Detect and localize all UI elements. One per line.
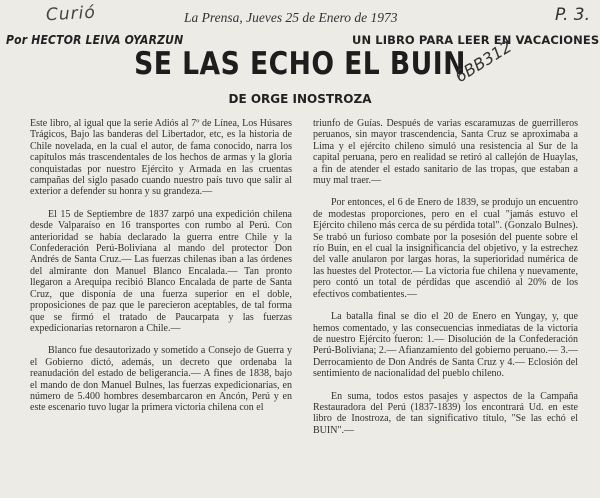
- right-paragraph-2: Por entonces, el 6 de Enero de 1839, se produjo un encuentro de modestas proporciones, pero en el cual "jamás estuvo el Ejército chileno más cerca de su pérdida total". (Gonzalo Bulnes). Se trabó un furioso combate por la posesión del puente sobre el río Buin, en el cual la insignificancia del objetivo, y la estrechez del valle anularon por largas horas, la superioridad numérica de las huestes del Protector.— La victoria fue chilena y nuevamente, pero contó un total de pérdidas que ascendió al 20% de los efectivos combatientes.—: [313, 197, 578, 300]
- headline: SE LAS ECHO EL BUIN: [134, 46, 466, 82]
- left-paragraph-1: Este libro, al igual que la serie Adiós al 7º de Línea, Los Húsares Trágicos, Bajo las banderas del Libertador, etc, es la historia de Chile novelada, en la cual el autor, de fama conocido, narra los capítulos más trascendentales de los hechos de armas y la gloria conquistadas por nuestro Ejército y Armada en las cruentas campañas del siglo pasado cuando nuestro país tuvo que salir al exterior a defender su honra y su grandeza.—: [30, 118, 292, 198]
- right-paragraph-4: En suma, todos estos pasajes y aspectos de la Campaña Restauradora del Perú (1837-1839) los encontrará Ud. en este libro de Inostroza, de tan significativo título, "Se las echó el BUIN".—: [313, 390, 578, 436]
- right-column: [313, 118, 578, 498]
- source-line: La Prensa, Jueves 25 de Enero de 1973: [184, 10, 398, 25]
- right-paragraph-1: triunfo de Guías. Después de varias escaramuzas de guerrilleros peruanos, sin mayor trascendencia, Santa Cruz se aproximaba a Lima y el ejército chileno simuló una resistencia al Sur de la capital peruana, pero en realidad se retiró al callejón de Huaylas, a fin de atender el estado sanitario de las tropas, que estaban a muy mal traer.—: [313, 118, 578, 187]
- right-paragraph-3: La batalla final se dio el 20 de Enero en Yungay, y, que hemos comentado, y las consecuencias inmediatas de la victoria de nuestro Ejército fueron: 1.— Disolución de la Confederación Perú-Boliviana; 2.— Afianzamiento del gobierno peruano.— 3.— Derrocamiento de Don Andrés de Santa Cruz y 4.— Eclosión del sentimiento de nacionalidad del pueblo chileno.: [313, 311, 578, 380]
- author-line: DE ORGE INOSTROZA: [228, 92, 372, 106]
- clipping-header: [6, 2, 596, 28]
- section-title: UN LIBRO PARA LEER EN VACACIONES: [352, 33, 600, 47]
- handwritten-tag: Curió: [45, 2, 97, 26]
- left-paragraph-3: Blanco fue desautorizado y sometido a Consejo de Guerra y el Gobierno dictó, además, un decreto que ordenaba la reanudación del estado de beligerancia.— A fines de 1838, bajo el mando de don Manuel Bulnes, las fuerzas expedicionarias, en número de 5.400 hombres desembarcaron en Ancón, Perú y en este escenario tuvo lugar la primera victoria chilena con el: [30, 345, 292, 414]
- left-paragraph-2: El 15 de Septiembre de 1837 zarpó una expedición chilena desde Valparaíso en 16 transportes con rumbo al Perú. Con anterioridad se había declarado la guerra entre Chile y la Confederación Perú-Boliviana al mando del protector Don Andrés de Santa Cruz.— Las fuerzas chilenas iban a las órdenes del almirante don Manuel Blanco Encalada.— Tan pronto llegaron a Arequipa recibió Blanco Encalada de parte de Santa Cruz, que disponía de una fuerza superior en el doble, proposiciones de paz que le parecieron aceptables, de tal forma que se firmó el tratado de Paucarpata y las fuerzas expedicionarias retornaron a Chile.—: [30, 208, 292, 334]
- handwritten-page-number: P. 3.: [555, 5, 590, 25]
- handwritten-catalog-code: 6BB312: [451, 36, 515, 87]
- left-column: [30, 118, 292, 498]
- byline: Por HECTOR LEIVA OYARZUN: [6, 33, 184, 47]
